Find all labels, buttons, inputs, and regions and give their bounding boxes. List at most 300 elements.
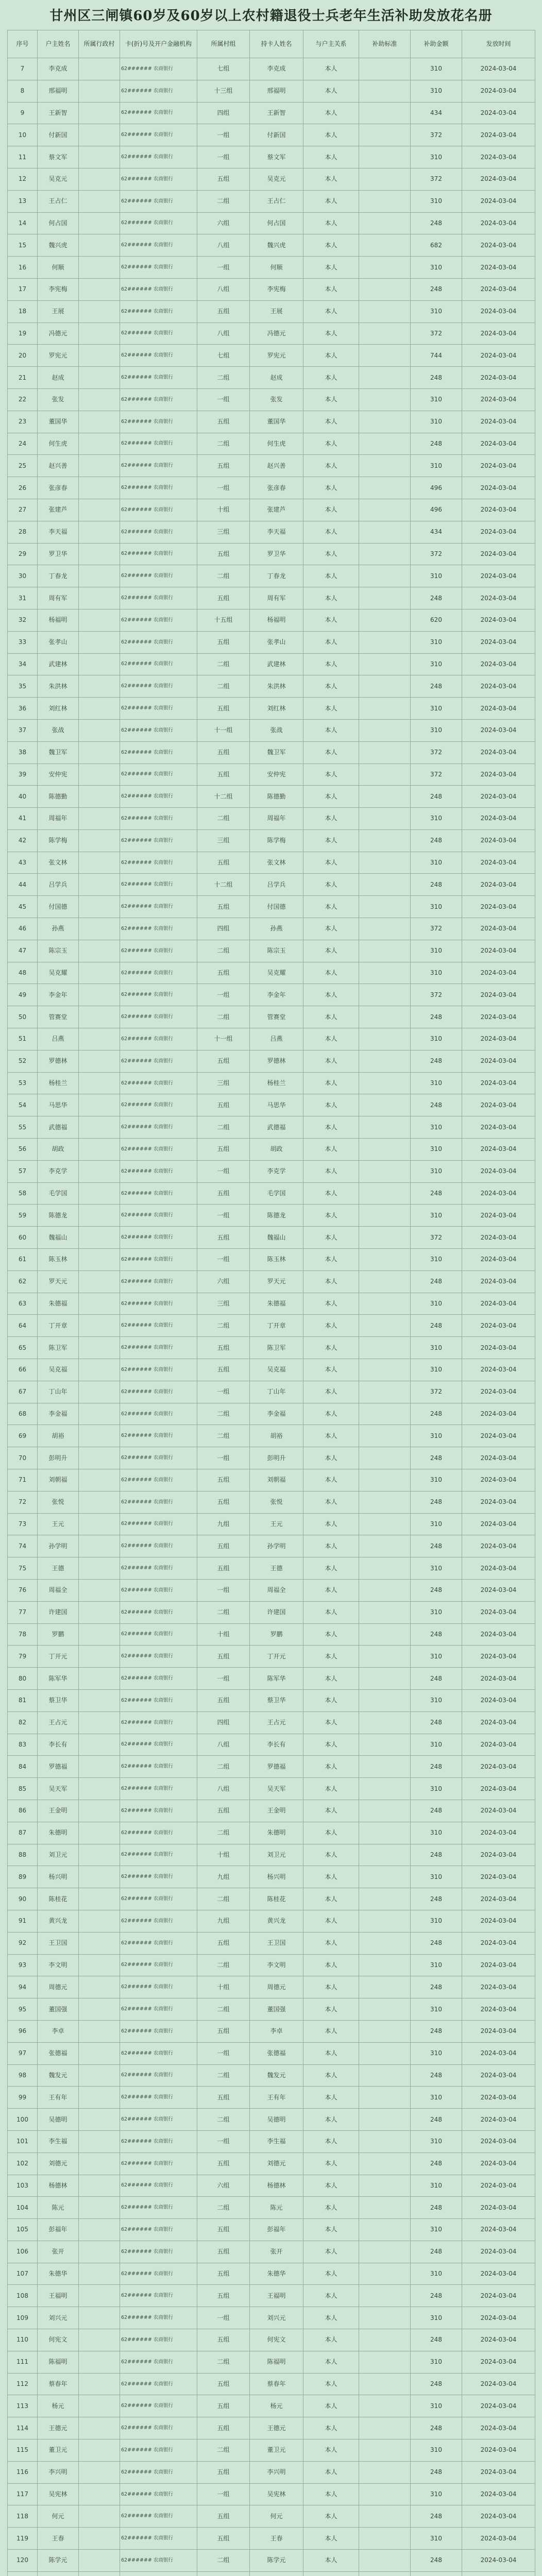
- account-cell: 62###### 农商银行: [120, 1623, 197, 1646]
- holder-cell: 张彦春: [250, 477, 303, 499]
- date-cell: 2024-03-04: [462, 2461, 535, 2483]
- group-cell: 二组: [197, 653, 250, 675]
- index-cell: 103: [8, 2175, 38, 2197]
- index-cell: 82: [8, 1711, 38, 1734]
- amount-cell: 310: [411, 1469, 462, 1492]
- table-row: [8, 477, 535, 499]
- table-row: [8, 1866, 535, 1888]
- village-cell: [79, 2329, 120, 2351]
- village-cell: [79, 984, 120, 1006]
- amount-cell: 310: [411, 1646, 462, 1668]
- head-name-cell: 武建林: [38, 653, 79, 675]
- date-cell: 2024-03-04: [462, 102, 535, 124]
- index-cell: 15: [8, 234, 38, 257]
- village-cell: [79, 675, 120, 698]
- roster-table: [7, 30, 535, 2576]
- date-cell: 2024-03-04: [462, 2109, 535, 2131]
- standard-cell: [359, 1513, 411, 1535]
- standard-cell: [359, 1072, 411, 1094]
- amount-cell: 310: [411, 58, 462, 80]
- table-row: [8, 2042, 535, 2064]
- relation-cell: 本人: [303, 2550, 359, 2572]
- date-cell: 2024-03-04: [462, 609, 535, 631]
- date-cell: 2024-03-04: [462, 2130, 535, 2153]
- village-cell: [79, 719, 120, 741]
- holder-cell: 魏卫军: [250, 741, 303, 764]
- village-cell: [79, 1381, 120, 1403]
- table-row: [8, 587, 535, 609]
- index-cell: 28: [8, 521, 38, 543]
- head-name-cell: 刘兴元: [38, 2307, 79, 2329]
- relation-cell: 本人: [303, 80, 359, 102]
- relation-cell: 本人: [303, 675, 359, 698]
- relation-cell: 本人: [303, 984, 359, 1006]
- account-cell: 62###### 农商银行: [120, 433, 197, 455]
- holder-cell: 吴德明: [250, 2109, 303, 2131]
- head-name-cell: 陈军华: [38, 1668, 79, 1690]
- amount-cell: 310: [411, 808, 462, 830]
- table-row: [8, 1601, 535, 1623]
- account-cell: 62###### 农商银行: [120, 2439, 197, 2462]
- index-cell: 8: [8, 80, 38, 102]
- relation-cell: 本人: [303, 2307, 359, 2329]
- amount-cell: 310: [411, 1910, 462, 1932]
- holder-cell: 朱洪林: [250, 675, 303, 698]
- table-row: [8, 1646, 535, 1668]
- holder-cell: 陈学梅: [250, 829, 303, 852]
- village-cell: [79, 2042, 120, 2064]
- table-row: [8, 1006, 535, 1028]
- head-name-cell: 毛学国: [38, 1182, 79, 1205]
- table-row: [8, 1205, 535, 1227]
- group-cell: 八组: [197, 1734, 250, 1756]
- holder-cell: 陈福明: [250, 2351, 303, 2373]
- date-cell: 2024-03-04: [462, 2483, 535, 2505]
- table-row: [8, 1293, 535, 1315]
- amount-cell: 310: [411, 2528, 462, 2550]
- date-cell: 2024-03-04: [462, 1227, 535, 1249]
- table-row: [8, 212, 535, 234]
- head-name-cell: 吴宪林: [38, 2483, 79, 2505]
- amount-cell: 310: [411, 2439, 462, 2462]
- index-cell: 24: [8, 433, 38, 455]
- account-cell: 62###### 农商银行: [120, 367, 197, 389]
- holder-cell: 陈宗玉: [250, 940, 303, 962]
- date-cell: 2024-03-04: [462, 698, 535, 720]
- standard-cell: [359, 1050, 411, 1072]
- index-cell: 20: [8, 345, 38, 367]
- table-row: [8, 852, 535, 874]
- village-cell: [79, 587, 120, 609]
- village-cell: [79, 300, 120, 323]
- amount-cell: 248: [411, 2417, 462, 2439]
- index-cell: 60: [8, 1227, 38, 1249]
- table-row: [8, 433, 535, 455]
- holder-cell: 毛学国: [250, 1182, 303, 1205]
- holder-cell: 王福明: [250, 2285, 303, 2307]
- index-cell: 13: [8, 190, 38, 212]
- table-row: [8, 124, 535, 146]
- amount-cell: 248: [411, 675, 462, 698]
- date-cell: 2024-03-04: [462, 257, 535, 279]
- account-cell: 62###### 农商银行: [120, 278, 197, 300]
- relation-cell: 本人: [303, 1160, 359, 1182]
- date-cell: 2024-03-04: [462, 1116, 535, 1139]
- amount-cell: 310: [411, 2351, 462, 2373]
- group-cell: 八组: [197, 234, 250, 257]
- table-row: [8, 300, 535, 323]
- village-cell: [79, 257, 120, 279]
- village-cell: [79, 1623, 120, 1646]
- amount-cell: 248: [411, 786, 462, 808]
- amount-cell: 434: [411, 102, 462, 124]
- date-cell: 2024-03-04: [462, 2153, 535, 2175]
- holder-cell: 付新国: [250, 124, 303, 146]
- holder-cell: 安仲宪: [250, 764, 303, 786]
- village-cell: [79, 2263, 120, 2285]
- table-row: [8, 2109, 535, 2131]
- holder-cell: 李金年: [250, 984, 303, 1006]
- relation-cell: 本人: [303, 1668, 359, 1690]
- holder-cell: 李克成: [250, 58, 303, 80]
- date-cell: 2024-03-04: [462, 124, 535, 146]
- group-cell: 二组: [197, 2064, 250, 2087]
- head-name-cell: 杨桂兰: [38, 1072, 79, 1094]
- head-name-cell: 马思华: [38, 1094, 79, 1116]
- group-cell: 八组: [197, 278, 250, 300]
- relation-cell: 本人: [303, 2351, 359, 2373]
- head-name-cell: 吕学兵: [38, 874, 79, 896]
- amount-cell: 248: [411, 1579, 462, 1601]
- holder-cell: 赵成: [250, 367, 303, 389]
- date-cell: 2024-03-04: [462, 2329, 535, 2351]
- standard-cell: [359, 2505, 411, 2528]
- date-cell: 2024-03-04: [462, 741, 535, 764]
- relation-cell: 本人: [303, 962, 359, 984]
- head-name-cell: 魏卫军: [38, 741, 79, 764]
- index-cell: 62: [8, 1270, 38, 1293]
- standard-cell: [359, 1623, 411, 1646]
- holder-cell: 蔡卫华: [250, 1689, 303, 1711]
- village-cell: [79, 80, 120, 102]
- date-cell: 2024-03-04: [462, 1337, 535, 1359]
- holder-cell: 张战: [250, 719, 303, 741]
- account-cell: 62###### 农商银行: [120, 698, 197, 720]
- account-cell: 62###### 农商银行: [120, 2483, 197, 2505]
- head-name-cell: 董国强: [38, 1998, 79, 2021]
- standard-cell: [359, 168, 411, 190]
- relation-cell: 本人: [303, 1293, 359, 1315]
- village-cell: [79, 499, 120, 521]
- date-cell: 2024-03-04: [462, 1447, 535, 1469]
- table-row: [8, 1778, 535, 1800]
- date-cell: 2024-03-04: [462, 2042, 535, 2064]
- table-row: [8, 829, 535, 852]
- account-cell: 62###### 农商银行: [120, 1601, 197, 1623]
- account-cell: 62###### 农商银行: [120, 2109, 197, 2131]
- index-cell: 10: [8, 124, 38, 146]
- holder-cell: 陈学元: [250, 2550, 303, 2572]
- amount-cell: 248: [411, 2329, 462, 2351]
- amount-cell: 372: [411, 323, 462, 345]
- standard-cell: [359, 786, 411, 808]
- amount-cell: 248: [411, 1844, 462, 1866]
- group-cell: 四组: [197, 102, 250, 124]
- holder-cell: 张悦: [250, 1491, 303, 1513]
- table-row: [8, 2571, 535, 2576]
- date-cell: 2024-03-04: [462, 2175, 535, 2197]
- village-cell: [79, 1028, 120, 1050]
- date-cell: 2024-03-04: [462, 984, 535, 1006]
- group-cell: 五组: [197, 852, 250, 874]
- group-cell: 四组: [197, 918, 250, 940]
- standard-cell: [359, 1557, 411, 1580]
- account-cell: 62###### 农商银行: [120, 2329, 197, 2351]
- date-cell: 2024-03-04: [462, 367, 535, 389]
- index-cell: 111: [8, 2351, 38, 2373]
- holder-cell: 陈军华: [250, 1668, 303, 1690]
- table-row: [8, 2373, 535, 2395]
- village-cell: [79, 874, 120, 896]
- table-row: [8, 2241, 535, 2263]
- standard-cell: [359, 2483, 411, 2505]
- standard-cell: [359, 1535, 411, 1557]
- group-cell: 五组: [197, 2461, 250, 2483]
- head-name-cell: 陈宗玉: [38, 940, 79, 962]
- account-cell: 62###### 农商银行: [120, 808, 197, 830]
- holder-cell: 王金明: [250, 1800, 303, 1822]
- index-cell: 59: [8, 1205, 38, 1227]
- index-cell: 73: [8, 1513, 38, 1535]
- head-name-cell: 王元: [38, 1513, 79, 1535]
- holder-cell: 董国华: [250, 411, 303, 433]
- holder-cell: 李金福: [250, 1403, 303, 1425]
- relation-cell: 本人: [303, 1778, 359, 1800]
- amount-cell: 248: [411, 1668, 462, 1690]
- table-row: [8, 1315, 535, 1337]
- amount-cell: 310: [411, 455, 462, 477]
- holder-cell: 何占国: [250, 212, 303, 234]
- account-cell: 62###### 农商银行: [120, 1646, 197, 1668]
- date-cell: 2024-03-04: [462, 1601, 535, 1623]
- relation-cell: 本人: [303, 1711, 359, 1734]
- village-cell: [79, 367, 120, 389]
- standard-cell: [359, 278, 411, 300]
- head-name-cell: 李文明: [38, 1954, 79, 1976]
- standard-cell: [359, 2417, 411, 2439]
- head-name-cell: 彭福年: [38, 2219, 79, 2241]
- date-cell: 2024-03-04: [462, 1535, 535, 1557]
- holder-cell: 吴天军: [250, 1778, 303, 1800]
- amount-cell: 248: [411, 874, 462, 896]
- account-cell: 62###### 农商银行: [120, 2130, 197, 2153]
- village-cell: [79, 1711, 120, 1734]
- relation-cell: 本人: [303, 543, 359, 565]
- head-name-cell: 罗天元: [38, 1270, 79, 1293]
- index-cell: 48: [8, 962, 38, 984]
- village-cell: [79, 2020, 120, 2042]
- standard-cell: [359, 896, 411, 918]
- account-cell: 62###### 农商银行: [120, 345, 197, 367]
- holder-cell: 冯德元: [250, 323, 303, 345]
- index-cell: 71: [8, 1469, 38, 1492]
- index-cell: 77: [8, 1601, 38, 1623]
- holder-cell: 魏福山: [250, 1227, 303, 1249]
- date-cell: 2024-03-04: [462, 1028, 535, 1050]
- account-cell: 62###### 农商银行: [120, 257, 197, 279]
- date-cell: 2024-03-04: [462, 80, 535, 102]
- table-row: [8, 1711, 535, 1734]
- head-name-cell: 陈德龙: [38, 1205, 79, 1227]
- relation-cell: 本人: [303, 741, 359, 764]
- account-cell: 62###### 农商银行: [120, 1028, 197, 1050]
- head-name-cell: 孙燕: [38, 918, 79, 940]
- table-row: [8, 1557, 535, 1580]
- index-cell: 21: [8, 367, 38, 389]
- index-cell: 31: [8, 587, 38, 609]
- holder-cell: 魏兴虎: [250, 234, 303, 257]
- index-cell: 40: [8, 786, 38, 808]
- relation-cell: 本人: [303, 1227, 359, 1249]
- standard-cell: [359, 1094, 411, 1116]
- holder-cell: 周福全: [250, 1579, 303, 1601]
- table-row: [8, 1976, 535, 1998]
- amount-cell: 248: [411, 1315, 462, 1337]
- table-row: [8, 1381, 535, 1403]
- holder-cell: 丁开元: [250, 1646, 303, 1668]
- relation-cell: 本人: [303, 212, 359, 234]
- date-cell: 2024-03-04: [462, 1822, 535, 1844]
- group-cell: 四组: [197, 1711, 250, 1734]
- date-cell: 2024-03-04: [462, 190, 535, 212]
- index-cell: 102: [8, 2153, 38, 2175]
- table-row: [8, 1227, 535, 1249]
- index-cell: 108: [8, 2285, 38, 2307]
- amount-cell: 310: [411, 1337, 462, 1359]
- holder-cell: 许建国: [250, 1601, 303, 1623]
- village-cell: [79, 2219, 120, 2241]
- village-cell: [79, 565, 120, 587]
- date-cell: 2024-03-04: [462, 1646, 535, 1668]
- village-cell: [79, 2175, 120, 2197]
- holder-cell: 王占元: [250, 1711, 303, 1734]
- village-cell: [79, 521, 120, 543]
- table-row: [8, 1998, 535, 2021]
- table-row: [8, 2130, 535, 2153]
- amount-cell: 310: [411, 1734, 462, 1756]
- village-cell: [79, 1579, 120, 1601]
- standard-cell: [359, 653, 411, 675]
- col-header: 补助金额: [411, 30, 462, 58]
- standard-cell: [359, 808, 411, 830]
- relation-cell: 本人: [303, 1910, 359, 1932]
- standard-cell: [359, 1689, 411, 1711]
- standard-cell: [359, 698, 411, 720]
- account-cell: 62###### 农商银行: [120, 2197, 197, 2219]
- relation-cell: 本人: [303, 2461, 359, 2483]
- account-cell: 62###### 农商银行: [120, 675, 197, 698]
- table-row: [8, 499, 535, 521]
- index-cell: 106: [8, 2241, 38, 2263]
- table-row: [8, 1050, 535, 1072]
- relation-cell: 本人: [303, 631, 359, 653]
- village-cell: [79, 2241, 120, 2263]
- account-cell: 62###### 农商银行: [120, 124, 197, 146]
- holder-cell: [250, 2571, 303, 2576]
- holder-cell: 吕学兵: [250, 874, 303, 896]
- standard-cell: [359, 1270, 411, 1293]
- table-row: [8, 918, 535, 940]
- col-header: 与户主关系: [303, 30, 359, 58]
- table-row: [8, 1139, 535, 1161]
- index-cell: 54: [8, 1094, 38, 1116]
- group-cell: 一组: [197, 1381, 250, 1403]
- account-cell: 62###### 农商银行: [120, 565, 197, 587]
- index-cell: 64: [8, 1315, 38, 1337]
- relation-cell: 本人: [303, 896, 359, 918]
- village-cell: [79, 1072, 120, 1094]
- head-name-cell: 何生虎: [38, 433, 79, 455]
- date-cell: 2024-03-04: [462, 2285, 535, 2307]
- date-cell: 2024-03-04: [462, 146, 535, 168]
- standard-cell: [359, 1866, 411, 1888]
- group-cell: 一组: [197, 146, 250, 168]
- head-name-cell: 蔡春年: [38, 2373, 79, 2395]
- account-cell: 62###### 农商银行: [120, 2550, 197, 2572]
- group-cell: 五组: [197, 2417, 250, 2439]
- head-name-cell: 蔡卫华: [38, 1689, 79, 1711]
- standard-cell: [359, 2020, 411, 2042]
- group-cell: 二组: [197, 1315, 250, 1337]
- holder-cell: 周有军: [250, 587, 303, 609]
- relation-cell: 本人: [303, 2175, 359, 2197]
- standard-cell: [359, 212, 411, 234]
- head-name-cell: 朱洪林: [38, 675, 79, 698]
- relation-cell: 本人: [303, 1822, 359, 1844]
- group-cell: 九组: [197, 1513, 250, 1535]
- amount-cell: 248: [411, 1270, 462, 1293]
- head-name-cell: 王福明: [38, 2285, 79, 2307]
- index-cell: 65: [8, 1337, 38, 1359]
- group-cell: 五组: [197, 1646, 250, 1668]
- index-cell: 49: [8, 984, 38, 1006]
- account-cell: 62###### 农商银行: [120, 2175, 197, 2197]
- date-cell: 2024-03-04: [462, 455, 535, 477]
- group-cell: 五组: [197, 2020, 250, 2042]
- village-cell: [79, 1822, 120, 1844]
- table-row: [8, 1469, 535, 1492]
- date-cell: 2024-03-04: [462, 2307, 535, 2329]
- head-name-cell: 管赛堂: [38, 1006, 79, 1028]
- table-row: [8, 1689, 535, 1711]
- group-cell: 五组: [197, 455, 250, 477]
- account-cell: 62###### 农商银行: [120, 1910, 197, 1932]
- village-cell: [79, 212, 120, 234]
- account-cell: 62###### 农商银行: [120, 1513, 197, 1535]
- table-row: [8, 786, 535, 808]
- standard-cell: [359, 1910, 411, 1932]
- index-cell: 117: [8, 2483, 38, 2505]
- standard-cell: [359, 675, 411, 698]
- group-cell: 五组: [197, 1359, 250, 1381]
- head-name-cell: 李宪梅: [38, 278, 79, 300]
- head-name-cell: 罗德福: [38, 1756, 79, 1778]
- relation-cell: 本人: [303, 190, 359, 212]
- head-name-cell: 陈桂花: [38, 1888, 79, 1910]
- head-name-cell: 彭明升: [38, 1447, 79, 1469]
- holder-cell: 陈元: [250, 2197, 303, 2219]
- group-cell: 五组: [197, 1932, 250, 1954]
